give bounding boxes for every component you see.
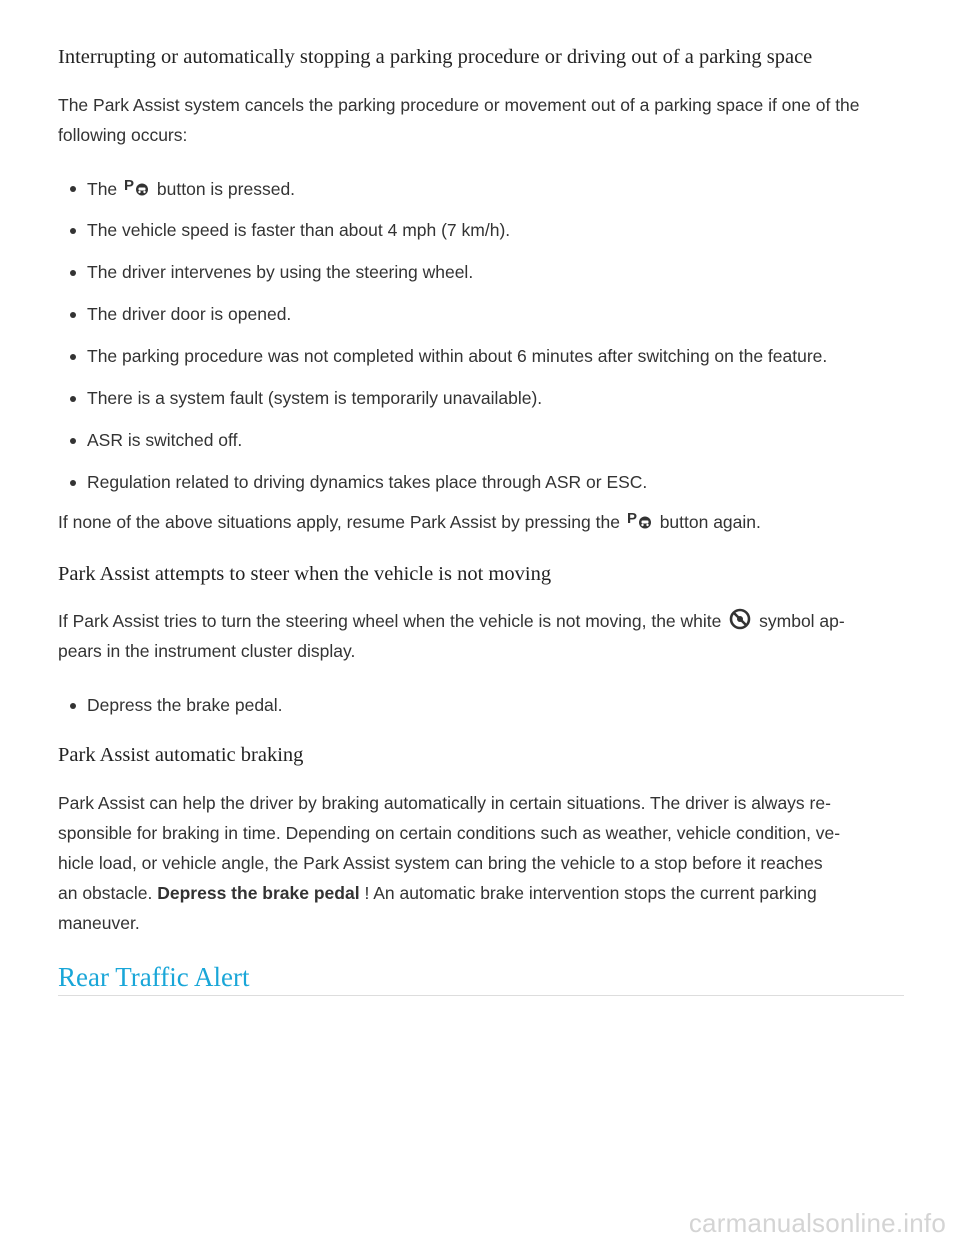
park-assist-icon (124, 177, 150, 197)
watermark: carmanualsonline.info (688, 1208, 946, 1238)
braking-text: sponsible for braking in time. Depending on certain conditions such as weather, vehicle condition, ve- (58, 823, 841, 843)
braking-emphasis: Depress the brake pedal (157, 883, 360, 903)
braking-text: hicle load, or vehicle angle, the Park Assist system can bring the vehicle to a stop before it reaches (58, 853, 823, 873)
svg-text:P: P (626, 510, 637, 527)
braking-text: Park Assist can help the driver by braking automatically in certain situations. The driver is always re- (58, 793, 831, 813)
braking-text: ! An automatic brake intervention stops the current parking (364, 883, 817, 903)
list-item: Depress the brake pedal. (58, 694, 904, 736)
resume-text: If none of the above situations apply, resume Park Assist by pressing the (58, 512, 620, 532)
heading-braking: Park Assist automatic braking (58, 744, 304, 766)
braking-text: an obstacle. (58, 883, 153, 903)
svg-text:P: P (124, 177, 135, 194)
list-item-text: The (87, 179, 118, 199)
steer-text: symbol ap- (759, 611, 845, 631)
steer-text: pears in the instrument cluster display. (58, 641, 356, 661)
steer-text: If Park Assist tries to turn the steering wheel when the vehicle is not moving, the white (58, 611, 722, 631)
cancel-conditions-list (58, 177, 904, 513)
list-item: There is a system fault (system is temporarily unavailable). (58, 387, 904, 429)
steering-wheel-warning-icon (728, 608, 752, 630)
list-item: Regulation related to driving dynamics takes place through ASR or ESC. (58, 471, 904, 513)
section-divider (58, 995, 904, 996)
park-assist-icon (627, 510, 653, 530)
list-item (58, 177, 904, 219)
list-item: The driver door is opened. (58, 303, 904, 345)
intro-text: The Park Assist system cancels the parking procedure or movement out of a parking space if one of the following occurs: (58, 95, 860, 145)
section-title-rear-traffic-alert: Rear Traffic Alert (58, 962, 250, 992)
heading-steer: Park Assist attempts to steer when the vehicle is not moving (58, 563, 552, 585)
resume-text: button again. (659, 512, 761, 532)
intro-paragraph (58, 90, 904, 150)
steer-action-list (58, 694, 904, 736)
braking-text: maneuver. (58, 913, 140, 933)
braking-paragraph (58, 788, 904, 938)
list-item: ASR is switched off. (58, 429, 904, 471)
steer-paragraph (58, 606, 904, 666)
list-item-text: button is pressed. (156, 179, 296, 199)
resume-paragraph (58, 507, 904, 537)
list-item: The driver intervenes by using the steering wheel. (58, 261, 904, 303)
list-item: The vehicle speed is faster than about 4 mph (7 km/h). (58, 219, 904, 261)
heading-interrupting: Interrupting or automatically stopping a parking procedure or driving out of a parking space (58, 46, 813, 68)
list-item: The parking procedure was not completed within about 6 minutes after switching on the feature. (58, 345, 904, 387)
